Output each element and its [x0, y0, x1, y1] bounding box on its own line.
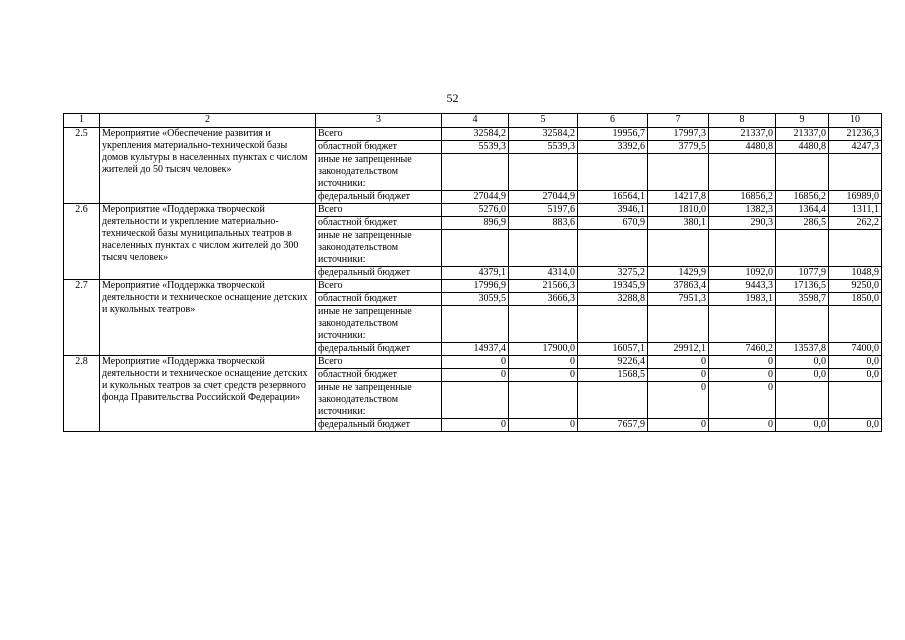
amount-cell: 4480,8 — [709, 141, 776, 154]
column-header: 5 — [509, 114, 578, 128]
amount-cell — [442, 306, 509, 343]
column-header: 8 — [709, 114, 776, 128]
amount-cell — [509, 306, 578, 343]
amount-cell — [829, 382, 882, 419]
amount-cell: 27044,9 — [509, 191, 578, 204]
amount-cell — [776, 154, 829, 191]
amount-cell: 1077,9 — [776, 267, 829, 280]
amount-cell: 32584,2 — [442, 128, 509, 141]
amount-cell — [509, 154, 578, 191]
amount-cell: 3666,3 — [509, 293, 578, 306]
funding-source: иные не запрещенные законодательством источники: — [316, 382, 442, 419]
amount-cell: 4314,0 — [509, 267, 578, 280]
amount-cell: 14937,4 — [442, 343, 509, 356]
column-header: 1 — [64, 114, 100, 128]
amount-cell: 7400,0 — [829, 343, 882, 356]
amount-cell: 1810,0 — [648, 204, 709, 217]
column-header: 2 — [100, 114, 316, 128]
amount-cell: 5539,3 — [509, 141, 578, 154]
amount-cell: 27044,9 — [442, 191, 509, 204]
amount-cell: 16057,1 — [578, 343, 648, 356]
amount-cell — [442, 154, 509, 191]
amount-cell: 0,0 — [829, 356, 882, 369]
amount-cell: 0 — [442, 356, 509, 369]
amount-cell — [648, 154, 709, 191]
amount-cell: 1311,1 — [829, 204, 882, 217]
budget-table — [63, 113, 882, 432]
item-number: 2.7 — [64, 280, 100, 356]
amount-cell: 5197,6 — [509, 204, 578, 217]
item-number: 2.8 — [64, 356, 100, 432]
amount-cell: 1092,0 — [709, 267, 776, 280]
amount-cell: 32584,2 — [509, 128, 578, 141]
funding-source: федеральный бюджет — [316, 419, 442, 432]
amount-cell: 16989,0 — [829, 191, 882, 204]
funding-source: Всего — [316, 356, 442, 369]
amount-cell: 37863,4 — [648, 280, 709, 293]
amount-cell: 0 — [709, 356, 776, 369]
funding-source: федеральный бюджет — [316, 343, 442, 356]
amount-cell — [509, 382, 578, 419]
amount-cell: 0,0 — [776, 419, 829, 432]
amount-cell: 13537,8 — [776, 343, 829, 356]
funding-source: Всего — [316, 280, 442, 293]
amount-cell: 0 — [509, 419, 578, 432]
amount-cell — [829, 306, 882, 343]
amount-cell: 1983,1 — [709, 293, 776, 306]
amount-cell: 883,6 — [509, 217, 578, 230]
column-header: 7 — [648, 114, 709, 128]
amount-cell: 0 — [648, 419, 709, 432]
funding-source: федеральный бюджет — [316, 191, 442, 204]
funding-source: областной бюджет — [316, 141, 442, 154]
amount-cell: 21566,3 — [509, 280, 578, 293]
amount-cell: 290,3 — [709, 217, 776, 230]
amount-cell — [829, 230, 882, 267]
column-header: 6 — [578, 114, 648, 128]
amount-cell: 0 — [709, 382, 776, 419]
amount-cell — [648, 306, 709, 343]
amount-cell: 5276,0 — [442, 204, 509, 217]
event-description: Мероприятие «Поддержка творческой деятельности и укрепление материально-технической базы муниципальных театров в населенных пунктах с числом жителей до 300 тысяч человек» — [100, 204, 316, 280]
amount-cell — [578, 382, 648, 419]
amount-cell — [709, 230, 776, 267]
column-header: 9 — [776, 114, 829, 128]
funding-source: областной бюджет — [316, 293, 442, 306]
item-number: 2.5 — [64, 128, 100, 204]
amount-cell: 0 — [709, 419, 776, 432]
amount-cell: 17996,9 — [442, 280, 509, 293]
column-header: 10 — [829, 114, 882, 128]
event-description: Мероприятие «Поддержка творческой деятельности и техническое оснащение детских и кукольных театров» — [100, 280, 316, 356]
table-row — [64, 356, 882, 369]
amount-cell — [776, 230, 829, 267]
amount-cell — [442, 230, 509, 267]
amount-cell — [709, 154, 776, 191]
amount-cell: 1850,0 — [829, 293, 882, 306]
amount-cell: 1568,5 — [578, 369, 648, 382]
amount-cell: 14217,8 — [648, 191, 709, 204]
amount-cell: 262,2 — [829, 217, 882, 230]
amount-cell: 0 — [648, 369, 709, 382]
amount-cell: 3392,6 — [578, 141, 648, 154]
amount-cell: 0 — [442, 419, 509, 432]
event-description: Мероприятие «Обеспечение развития и укрепления материально-технической базы домов культуры в населенных пунктах с числом жителей до 50 тысяч человек» — [100, 128, 316, 204]
amount-cell: 9250,0 — [829, 280, 882, 293]
amount-cell: 3779,5 — [648, 141, 709, 154]
amount-cell — [509, 230, 578, 267]
funding-source: Всего — [316, 204, 442, 217]
funding-source: иные не запрещенные законодательством источники: — [316, 230, 442, 267]
amount-cell: 4379,1 — [442, 267, 509, 280]
header-row — [64, 114, 882, 128]
event-description: Мероприятие «Поддержка творческой деятельности и техническое оснащение детских и кукольных театров за счет средств резервного фонда Правительства Российской Федерации» — [100, 356, 316, 432]
amount-cell: 9226,4 — [578, 356, 648, 369]
amount-cell — [776, 382, 829, 419]
amount-cell: 0,0 — [829, 369, 882, 382]
amount-cell: 1364,4 — [776, 204, 829, 217]
column-header: 4 — [442, 114, 509, 128]
amount-cell: 17900,0 — [509, 343, 578, 356]
amount-cell — [776, 306, 829, 343]
amount-cell: 21337,0 — [709, 128, 776, 141]
amount-cell: 9443,3 — [709, 280, 776, 293]
amount-cell: 0 — [509, 369, 578, 382]
amount-cell: 7951,3 — [648, 293, 709, 306]
amount-cell: 21337,0 — [776, 128, 829, 141]
amount-cell: 7657,9 — [578, 419, 648, 432]
table-row — [64, 128, 882, 141]
amount-cell: 19956,7 — [578, 128, 648, 141]
amount-cell: 0 — [709, 369, 776, 382]
amount-cell: 3946,1 — [578, 204, 648, 217]
amount-cell — [829, 154, 882, 191]
funding-source: иные не запрещенные законодательством источники: — [316, 154, 442, 191]
amount-cell: 1048,9 — [829, 267, 882, 280]
column-header: 3 — [316, 114, 442, 128]
amount-cell — [578, 230, 648, 267]
amount-cell: 29912,1 — [648, 343, 709, 356]
amount-cell: 4480,8 — [776, 141, 829, 154]
amount-cell — [709, 306, 776, 343]
amount-cell: 16856,2 — [776, 191, 829, 204]
amount-cell: 896,9 — [442, 217, 509, 230]
amount-cell: 0 — [648, 356, 709, 369]
amount-cell: 1382,3 — [709, 204, 776, 217]
amount-cell: 1429,9 — [648, 267, 709, 280]
amount-cell — [442, 382, 509, 419]
amount-cell — [578, 306, 648, 343]
amount-cell — [578, 154, 648, 191]
amount-cell: 0 — [442, 369, 509, 382]
amount-cell: 5539,3 — [442, 141, 509, 154]
amount-cell: 0 — [509, 356, 578, 369]
amount-cell: 0 — [648, 382, 709, 419]
amount-cell: 16856,2 — [709, 191, 776, 204]
amount-cell: 16564,1 — [578, 191, 648, 204]
amount-cell: 7460,2 — [709, 343, 776, 356]
funding-source: иные не запрещенные законодательством источники: — [316, 306, 442, 343]
page-number: 52 — [446, 91, 459, 105]
amount-cell: 0,0 — [829, 419, 882, 432]
funding-source: областной бюджет — [316, 369, 442, 382]
funding-source: областной бюджет — [316, 217, 442, 230]
amount-cell: 21236,3 — [829, 128, 882, 141]
amount-cell: 3598,7 — [776, 293, 829, 306]
amount-cell: 380,1 — [648, 217, 709, 230]
table-row — [64, 280, 882, 293]
amount-cell: 3288,8 — [578, 293, 648, 306]
amount-cell — [648, 230, 709, 267]
amount-cell: 670,9 — [578, 217, 648, 230]
item-number: 2.6 — [64, 204, 100, 280]
funding-source: федеральный бюджет — [316, 267, 442, 280]
amount-cell: 19345,9 — [578, 280, 648, 293]
amount-cell: 0,0 — [776, 369, 829, 382]
funding-source: Всего — [316, 128, 442, 141]
amount-cell: 3275,2 — [578, 267, 648, 280]
amount-cell: 3059,5 — [442, 293, 509, 306]
amount-cell: 0,0 — [776, 356, 829, 369]
amount-cell: 17136,5 — [776, 280, 829, 293]
amount-cell: 286,5 — [776, 217, 829, 230]
table-row — [64, 204, 882, 217]
amount-cell: 17997,3 — [648, 128, 709, 141]
amount-cell: 4247,3 — [829, 141, 882, 154]
